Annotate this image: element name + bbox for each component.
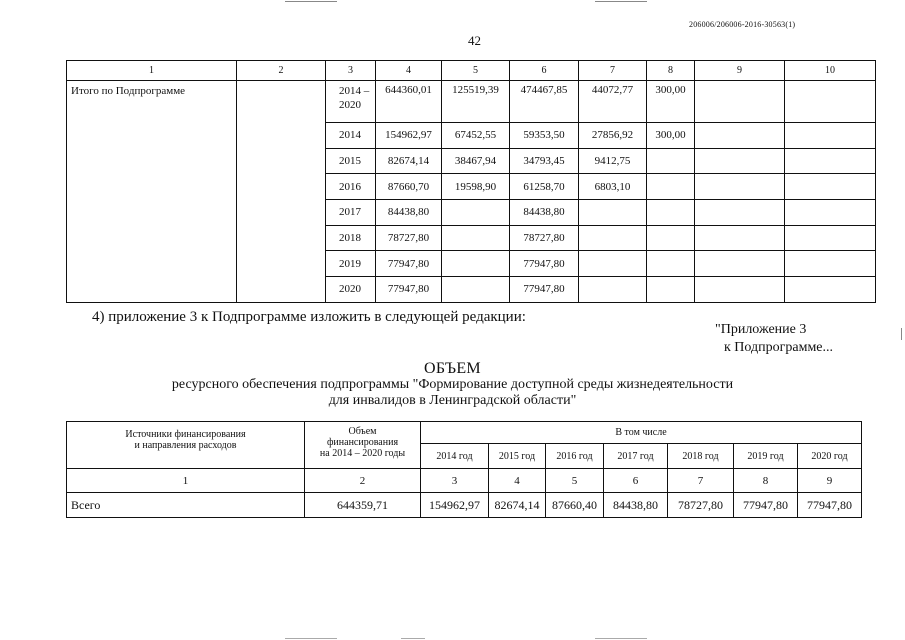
column-number: 3	[421, 469, 489, 493]
value-cell: 154962,97	[376, 123, 442, 149]
column-number: 2	[237, 61, 326, 81]
column-number: 8	[734, 469, 798, 493]
year-header: 2014 год	[421, 444, 489, 469]
header-including: В том числе	[421, 422, 862, 444]
column-number: 10	[785, 61, 876, 81]
header-source-line: и направления расходов	[134, 440, 237, 451]
value-cell	[695, 277, 785, 303]
scan-edge-mark	[901, 328, 902, 340]
year-cell: 2019	[326, 251, 376, 277]
column-number: 8	[647, 61, 695, 81]
header-row	[67, 422, 862, 444]
value-cell	[785, 200, 876, 226]
table-row	[67, 81, 876, 123]
total-value: 87660,40	[546, 493, 604, 518]
year-cell: 2017	[326, 200, 376, 226]
empty-cell	[237, 81, 326, 303]
column-number-row	[67, 469, 862, 493]
value-cell: 82674,14	[376, 148, 442, 174]
subprogram-totals-table	[66, 60, 876, 303]
column-number: 7	[668, 469, 734, 493]
total-row	[67, 493, 862, 518]
value-cell	[579, 251, 647, 277]
column-number: 1	[67, 61, 237, 81]
column-number: 1	[67, 469, 305, 493]
column-number: 3	[326, 61, 376, 81]
year-cell: 2015	[326, 148, 376, 174]
section-title: ОБЪЕМ	[424, 360, 481, 377]
column-number: 6	[604, 469, 668, 493]
value-cell	[579, 277, 647, 303]
value-cell: 77947,80	[510, 251, 579, 277]
value-cell	[647, 251, 695, 277]
total-value: 84438,80	[604, 493, 668, 518]
total-label: Всего	[67, 493, 305, 518]
page-number: 42	[468, 33, 481, 48]
column-number: 5	[546, 469, 604, 493]
value-cell: 77947,80	[376, 277, 442, 303]
header-source	[67, 422, 305, 469]
value-cell	[647, 148, 695, 174]
year-header: 2018 год	[668, 444, 734, 469]
value-cell	[695, 251, 785, 277]
value-cell	[647, 277, 695, 303]
section-subtitle: для инвалидов в Ленинградской области"	[328, 393, 577, 408]
column-number: 6	[510, 61, 579, 81]
value-cell: 125519,39	[442, 81, 510, 123]
year-header: 2019 год	[734, 444, 798, 469]
value-cell	[785, 251, 876, 277]
bottom-scan-line	[285, 638, 337, 639]
value-cell	[442, 277, 510, 303]
value-cell	[695, 123, 785, 149]
total-value: 644359,71	[305, 493, 421, 518]
value-cell	[647, 200, 695, 226]
resource-volume-table	[66, 421, 862, 518]
column-number: 2	[305, 469, 421, 493]
bottom-scan-line	[401, 638, 425, 639]
value-cell: 77947,80	[510, 277, 579, 303]
header-volume-line: на 2014 – 2020 годы	[319, 448, 406, 459]
year-cell: 2014 – 2020	[326, 81, 376, 123]
value-cell	[695, 148, 785, 174]
total-value: 154962,97	[421, 493, 489, 518]
value-cell: 300,00	[647, 123, 695, 149]
value-cell	[647, 174, 695, 200]
value-cell	[785, 81, 876, 123]
value-cell	[579, 200, 647, 226]
column-number: 9	[695, 61, 785, 81]
value-cell	[785, 225, 876, 251]
value-cell: 84438,80	[376, 200, 442, 226]
value-cell	[647, 225, 695, 251]
value-cell: 67452,55	[442, 123, 510, 149]
total-value: 78727,80	[668, 493, 734, 518]
value-cell: 300,00	[647, 81, 695, 123]
value-cell: 19598,90	[442, 174, 510, 200]
appendix-sublabel: к Подпрограмме...	[724, 340, 834, 355]
total-value: 82674,14	[489, 493, 546, 518]
header-volume	[305, 422, 421, 469]
column-number: 9	[798, 469, 862, 493]
value-cell: 59353,50	[510, 123, 579, 149]
year-header: 2017 год	[604, 444, 668, 469]
value-cell	[785, 123, 876, 149]
top-scan-line	[595, 1, 647, 2]
header-source-line: Источники финансирования	[125, 429, 246, 440]
top-scan-line	[285, 1, 337, 2]
row-label: Итого по Подпрограмме	[67, 81, 237, 303]
value-cell: 87660,70	[376, 174, 442, 200]
value-cell	[579, 225, 647, 251]
year-cell: 2016	[326, 174, 376, 200]
value-cell: 474467,85	[510, 81, 579, 123]
appendix-label: "Приложение 3	[715, 322, 807, 337]
document-id: 206006/206006-2016-30563(1)	[689, 20, 796, 29]
value-cell: 77947,80	[376, 251, 442, 277]
value-cell	[442, 200, 510, 226]
section-subtitle: ресурсного обеспечения подпрограммы "Формирование доступной среды жизнедеятельности	[171, 377, 734, 392]
value-cell: 6803,10	[579, 174, 647, 200]
value-cell: 78727,80	[510, 225, 579, 251]
year-cell: 2018	[326, 225, 376, 251]
value-cell	[785, 174, 876, 200]
value-cell	[695, 200, 785, 226]
amendment-paragraph: 4) приложение 3 к Подпрограмме изложить в следующей редакции:	[92, 309, 526, 325]
header-volume-line: финансирования	[326, 437, 399, 448]
value-cell: 34793,45	[510, 148, 579, 174]
year-cell: 2014	[326, 123, 376, 149]
value-cell: 44072,77	[579, 81, 647, 123]
value-cell	[695, 81, 785, 123]
year-header: 2016 год	[546, 444, 604, 469]
column-number: 7	[579, 61, 647, 81]
value-cell: 27856,92	[579, 123, 647, 149]
value-cell	[442, 251, 510, 277]
value-cell: 644360,01	[376, 81, 442, 123]
value-cell	[442, 225, 510, 251]
column-number: 4	[376, 61, 442, 81]
header-volume-line: Объем	[348, 426, 377, 437]
year-header: 2015 год	[489, 444, 546, 469]
value-cell: 84438,80	[510, 200, 579, 226]
value-cell	[785, 277, 876, 303]
value-cell	[785, 148, 876, 174]
column-number: 4	[489, 469, 546, 493]
total-value: 77947,80	[798, 493, 862, 518]
value-cell: 38467,94	[442, 148, 510, 174]
bottom-scan-line	[595, 638, 647, 639]
value-cell: 78727,80	[376, 225, 442, 251]
value-cell: 9412,75	[579, 148, 647, 174]
column-number-row	[67, 61, 876, 81]
column-number: 5	[442, 61, 510, 81]
year-cell: 2020	[326, 277, 376, 303]
value-cell	[695, 225, 785, 251]
value-cell: 61258,70	[510, 174, 579, 200]
value-cell	[695, 174, 785, 200]
year-header: 2020 год	[798, 444, 862, 469]
total-value: 77947,80	[734, 493, 798, 518]
